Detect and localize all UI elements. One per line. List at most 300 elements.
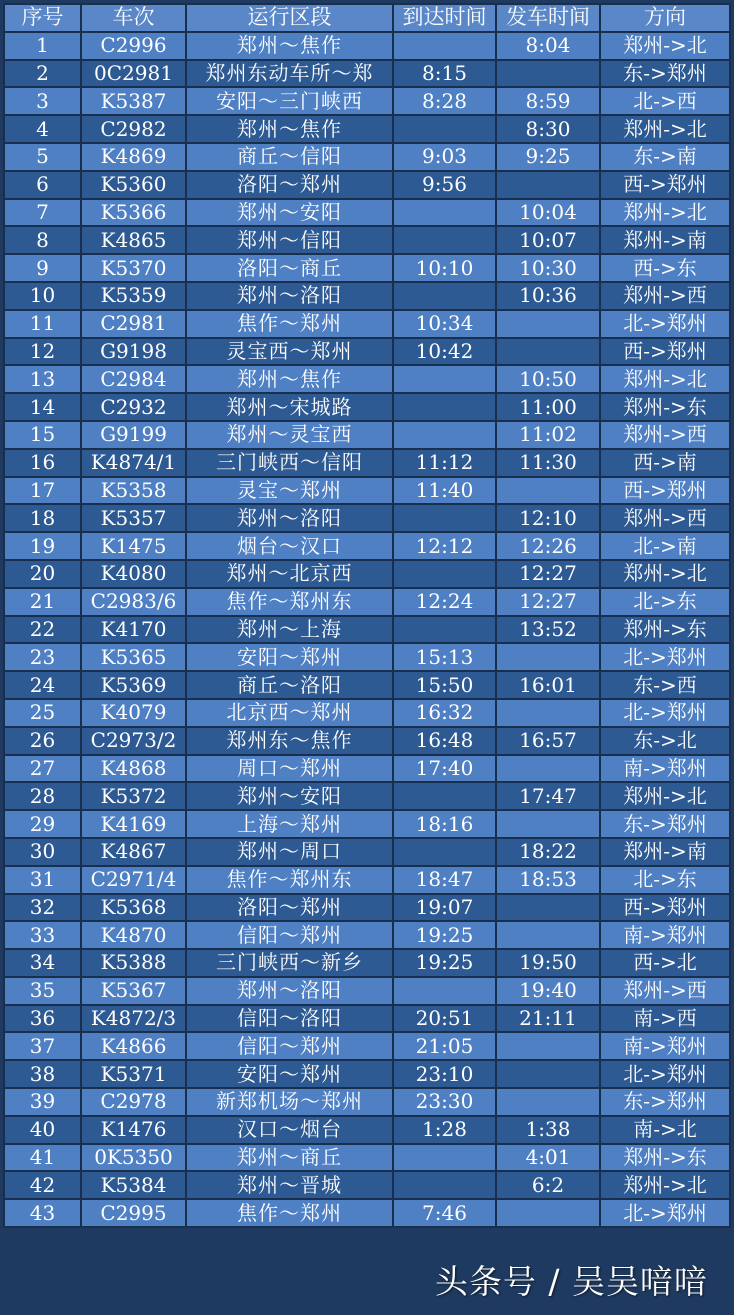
departure-time	[496, 1088, 600, 1116]
train-number: K4170	[81, 616, 186, 644]
route: 灵宝～郑州	[186, 477, 393, 505]
direction: 北->郑州	[600, 310, 730, 338]
arrival-time: 23:10	[393, 1060, 496, 1088]
train-number: K5358	[81, 477, 186, 505]
direction: 郑州->东	[600, 616, 730, 644]
route: 三门峡西～信阳	[186, 449, 393, 477]
direction: 郑州->南	[600, 838, 730, 866]
departure-time	[496, 1199, 600, 1227]
departure-time	[496, 171, 600, 199]
table-row	[4, 477, 730, 505]
row-index: 4	[4, 115, 81, 143]
direction: 郑州->北	[600, 782, 730, 810]
arrival-time: 8:28	[393, 87, 496, 115]
table-row	[4, 171, 730, 199]
table-row	[4, 254, 730, 282]
row-index: 33	[4, 921, 81, 949]
train-number: C2971/4	[81, 866, 186, 894]
direction: 郑州->西	[600, 421, 730, 449]
direction: 郑州->西	[600, 977, 730, 1005]
route: 周口～郑州	[186, 755, 393, 783]
direction: 郑州->北	[600, 32, 730, 60]
table-row	[4, 504, 730, 532]
train-number: C2981	[81, 310, 186, 338]
table-row	[4, 421, 730, 449]
row-index: 18	[4, 504, 81, 532]
table-row	[4, 1171, 730, 1199]
row-index: 21	[4, 588, 81, 616]
direction: 东->北	[600, 727, 730, 755]
route: 郑州～北京西	[186, 560, 393, 588]
train-number: C2983/6	[81, 588, 186, 616]
row-index: 20	[4, 560, 81, 588]
row-index: 16	[4, 449, 81, 477]
train-number: K5372	[81, 782, 186, 810]
direction: 郑州->东	[600, 1144, 730, 1172]
route: 郑州～洛阳	[186, 504, 393, 532]
train-number: K5359	[81, 282, 186, 310]
row-index: 26	[4, 727, 81, 755]
route: 洛阳～商丘	[186, 254, 393, 282]
row-index: 1	[4, 32, 81, 60]
table-row	[4, 226, 730, 254]
row-index: 23	[4, 643, 81, 671]
direction: 南->郑州	[600, 1032, 730, 1060]
train-number: K4874/1	[81, 449, 186, 477]
departure-time	[496, 338, 600, 366]
departure-time: 4:01	[496, 1144, 600, 1172]
departure-time: 11:02	[496, 421, 600, 449]
arrival-time	[393, 504, 496, 532]
arrival-time: 16:32	[393, 699, 496, 727]
route: 三门峡西～新乡	[186, 949, 393, 977]
train-number: K4079	[81, 699, 186, 727]
departure-time	[496, 477, 600, 505]
departure-time	[496, 1032, 600, 1060]
route: 安阳～郑州	[186, 643, 393, 671]
row-index: 35	[4, 977, 81, 1005]
train-number: K5388	[81, 949, 186, 977]
table-row	[4, 365, 730, 393]
row-index: 12	[4, 338, 81, 366]
direction: 西->北	[600, 949, 730, 977]
watermark: 头条号 / 吴吴喑喑	[434, 1262, 708, 1301]
direction: 北->南	[600, 532, 730, 560]
train-number: C2973/2	[81, 727, 186, 755]
route: 商丘～洛阳	[186, 671, 393, 699]
table-row	[4, 894, 730, 922]
route: 焦作～郑州	[186, 310, 393, 338]
direction: 郑州->北	[600, 115, 730, 143]
arrival-time: 20:51	[393, 1005, 496, 1033]
header-direction: 方向	[600, 4, 730, 32]
departure-time: 12:27	[496, 588, 600, 616]
table-row	[4, 338, 730, 366]
table-row	[4, 1032, 730, 1060]
departure-time: 8:04	[496, 32, 600, 60]
train-number: K4866	[81, 1032, 186, 1060]
row-index: 42	[4, 1171, 81, 1199]
table-row	[4, 810, 730, 838]
table-row	[4, 449, 730, 477]
route: 新郑机场～郑州	[186, 1088, 393, 1116]
departure-time: 18:22	[496, 838, 600, 866]
route: 郑州～洛阳	[186, 977, 393, 1005]
train-number: C2978	[81, 1088, 186, 1116]
arrival-time: 7:46	[393, 1199, 496, 1227]
row-index: 6	[4, 171, 81, 199]
direction: 南->郑州	[600, 921, 730, 949]
departure-time: 12:10	[496, 504, 600, 532]
train-number: K5387	[81, 87, 186, 115]
row-index: 3	[4, 87, 81, 115]
arrival-time: 9:56	[393, 171, 496, 199]
row-index: 28	[4, 782, 81, 810]
table-row	[4, 282, 730, 310]
train-number: K4080	[81, 560, 186, 588]
direction: 南->郑州	[600, 755, 730, 783]
arrival-time: 17:40	[393, 755, 496, 783]
route: 信阳～洛阳	[186, 1005, 393, 1033]
table-row	[4, 310, 730, 338]
departure-time	[496, 699, 600, 727]
departure-time: 19:50	[496, 949, 600, 977]
row-index: 40	[4, 1116, 81, 1144]
route: 洛阳～郑州	[186, 171, 393, 199]
train-number: C2995	[81, 1199, 186, 1227]
header-row	[4, 4, 730, 32]
arrival-time: 11:40	[393, 477, 496, 505]
route: 烟台～汉口	[186, 532, 393, 560]
table-row	[4, 977, 730, 1005]
table-row	[4, 921, 730, 949]
row-index: 32	[4, 894, 81, 922]
direction: 郑州->北	[600, 560, 730, 588]
direction: 北->西	[600, 87, 730, 115]
row-index: 10	[4, 282, 81, 310]
arrival-time	[393, 226, 496, 254]
arrival-time: 19:25	[393, 921, 496, 949]
table-row	[4, 32, 730, 60]
arrival-time: 8:15	[393, 60, 496, 88]
arrival-time: 10:34	[393, 310, 496, 338]
arrival-time	[393, 1171, 496, 1199]
direction: 郑州->北	[600, 199, 730, 227]
route: 郑州东动车所～郑	[186, 60, 393, 88]
arrival-time	[393, 282, 496, 310]
arrival-time	[393, 782, 496, 810]
direction: 东->西	[600, 671, 730, 699]
arrival-time	[393, 393, 496, 421]
departure-time: 10:50	[496, 365, 600, 393]
route: 郑州～安阳	[186, 782, 393, 810]
route: 郑州东～焦作	[186, 727, 393, 755]
row-index: 19	[4, 532, 81, 560]
route: 郑州～商丘	[186, 1144, 393, 1172]
train-number: C2996	[81, 32, 186, 60]
direction: 南->西	[600, 1005, 730, 1033]
direction: 南->北	[600, 1116, 730, 1144]
arrival-time: 9:03	[393, 143, 496, 171]
arrival-time: 18:16	[393, 810, 496, 838]
arrival-time	[393, 32, 496, 60]
departure-time: 11:00	[496, 393, 600, 421]
route: 焦作～郑州东	[186, 588, 393, 616]
row-index: 37	[4, 1032, 81, 1060]
row-index: 17	[4, 477, 81, 505]
departure-time: 13:52	[496, 616, 600, 644]
departure-time	[496, 643, 600, 671]
route: 焦作～郑州东	[186, 866, 393, 894]
row-index: 9	[4, 254, 81, 282]
arrival-time: 12:12	[393, 532, 496, 560]
table-row	[4, 588, 730, 616]
train-schedule-table	[3, 3, 731, 1228]
train-number: K4867	[81, 838, 186, 866]
arrival-time	[393, 977, 496, 1005]
arrival-time: 23:30	[393, 1088, 496, 1116]
direction: 东->郑州	[600, 60, 730, 88]
route: 郑州～焦作	[186, 365, 393, 393]
departure-time: 11:30	[496, 449, 600, 477]
route: 焦作～郑州	[186, 1199, 393, 1227]
row-index: 11	[4, 310, 81, 338]
route: 郑州～宋城路	[186, 393, 393, 421]
departure-time: 17:47	[496, 782, 600, 810]
train-number: K5365	[81, 643, 186, 671]
departure-time	[496, 60, 600, 88]
direction: 郑州->东	[600, 393, 730, 421]
train-number: K1475	[81, 532, 186, 560]
arrival-time	[393, 1144, 496, 1172]
departure-time	[496, 1060, 600, 1088]
train-number: K1476	[81, 1116, 186, 1144]
arrival-time: 11:12	[393, 449, 496, 477]
route: 郑州～焦作	[186, 115, 393, 143]
row-index: 38	[4, 1060, 81, 1088]
direction: 北->东	[600, 866, 730, 894]
table-row	[4, 755, 730, 783]
arrival-time: 18:47	[393, 866, 496, 894]
table-row	[4, 199, 730, 227]
route: 信阳～郑州	[186, 1032, 393, 1060]
header-departure-time: 发车时间	[496, 4, 600, 32]
row-index: 34	[4, 949, 81, 977]
header-arrival-time: 到达时间	[393, 4, 496, 32]
arrival-time: 10:10	[393, 254, 496, 282]
row-index: 43	[4, 1199, 81, 1227]
table-row	[4, 532, 730, 560]
table-row	[4, 1199, 730, 1227]
train-number: K5357	[81, 504, 186, 532]
arrival-time: 21:05	[393, 1032, 496, 1060]
route: 郑州～洛阳	[186, 282, 393, 310]
row-index: 27	[4, 755, 81, 783]
route: 信阳～郑州	[186, 921, 393, 949]
direction: 北->郑州	[600, 1199, 730, 1227]
direction: 郑州->北	[600, 365, 730, 393]
departure-time	[496, 755, 600, 783]
departure-time	[496, 810, 600, 838]
train-number: C2932	[81, 393, 186, 421]
route: 郑州～安阳	[186, 199, 393, 227]
table-row	[4, 1060, 730, 1088]
table-row	[4, 1144, 730, 1172]
arrival-time: 15:13	[393, 643, 496, 671]
row-index: 22	[4, 616, 81, 644]
departure-time: 10:07	[496, 226, 600, 254]
departure-time: 19:40	[496, 977, 600, 1005]
train-number: K5366	[81, 199, 186, 227]
direction: 西->郑州	[600, 338, 730, 366]
row-index: 13	[4, 365, 81, 393]
route: 商丘～信阳	[186, 143, 393, 171]
table-row	[4, 560, 730, 588]
table-row	[4, 115, 730, 143]
table-row	[4, 1088, 730, 1116]
schedule-body	[4, 32, 730, 1227]
direction: 西->郑州	[600, 171, 730, 199]
table-row	[4, 616, 730, 644]
route: 安阳～三门峡西	[186, 87, 393, 115]
arrival-time	[393, 365, 496, 393]
arrival-time	[393, 115, 496, 143]
train-number: K4869	[81, 143, 186, 171]
direction: 北->东	[600, 588, 730, 616]
direction: 郑州->北	[600, 1171, 730, 1199]
header-index: 序号	[4, 4, 81, 32]
direction: 东->郑州	[600, 1088, 730, 1116]
arrival-time	[393, 838, 496, 866]
table-row	[4, 727, 730, 755]
train-number: K5367	[81, 977, 186, 1005]
departure-time: 12:26	[496, 532, 600, 560]
departure-time: 8:59	[496, 87, 600, 115]
row-index: 31	[4, 866, 81, 894]
route: 汉口～烟台	[186, 1116, 393, 1144]
row-index: 25	[4, 699, 81, 727]
arrival-time	[393, 560, 496, 588]
departure-time	[496, 894, 600, 922]
route: 郑州～上海	[186, 616, 393, 644]
route: 郑州～灵宝西	[186, 421, 393, 449]
table-row	[4, 699, 730, 727]
row-index: 15	[4, 421, 81, 449]
route: 郑州～焦作	[186, 32, 393, 60]
train-number: K5368	[81, 894, 186, 922]
route: 郑州～周口	[186, 838, 393, 866]
train-number: K5384	[81, 1171, 186, 1199]
table-row	[4, 393, 730, 421]
table-row	[4, 671, 730, 699]
row-index: 8	[4, 226, 81, 254]
train-number: K4169	[81, 810, 186, 838]
departure-time: 12:27	[496, 560, 600, 588]
train-number: K4872/3	[81, 1005, 186, 1033]
header-train-number: 车次	[81, 4, 186, 32]
row-index: 41	[4, 1144, 81, 1172]
direction: 郑州->西	[600, 504, 730, 532]
arrival-time: 19:07	[393, 894, 496, 922]
arrival-time: 1:28	[393, 1116, 496, 1144]
direction: 东->南	[600, 143, 730, 171]
route: 洛阳～郑州	[186, 894, 393, 922]
departure-time: 18:53	[496, 866, 600, 894]
train-number: 0K5350	[81, 1144, 186, 1172]
table-row	[4, 60, 730, 88]
table-row	[4, 866, 730, 894]
arrival-time: 10:42	[393, 338, 496, 366]
train-number: K4865	[81, 226, 186, 254]
train-number: K5370	[81, 254, 186, 282]
train-number: K4870	[81, 921, 186, 949]
direction: 西->东	[600, 254, 730, 282]
arrival-time: 16:48	[393, 727, 496, 755]
departure-time: 16:01	[496, 671, 600, 699]
departure-time: 6:2	[496, 1171, 600, 1199]
departure-time	[496, 310, 600, 338]
arrival-time	[393, 616, 496, 644]
direction: 北->郑州	[600, 1060, 730, 1088]
direction: 郑州->南	[600, 226, 730, 254]
row-index: 5	[4, 143, 81, 171]
departure-time: 9:25	[496, 143, 600, 171]
route: 灵宝西～郑州	[186, 338, 393, 366]
row-index: 29	[4, 810, 81, 838]
departure-time: 21:11	[496, 1005, 600, 1033]
table-row	[4, 643, 730, 671]
direction: 西->南	[600, 449, 730, 477]
direction: 西->郑州	[600, 894, 730, 922]
table-row	[4, 1005, 730, 1033]
route: 郑州～晋城	[186, 1171, 393, 1199]
arrival-time: 12:24	[393, 588, 496, 616]
table-row	[4, 1116, 730, 1144]
departure-time: 10:04	[496, 199, 600, 227]
departure-time: 8:30	[496, 115, 600, 143]
train-number: G9199	[81, 421, 186, 449]
route: 上海～郑州	[186, 810, 393, 838]
departure-time: 16:57	[496, 727, 600, 755]
table-row	[4, 87, 730, 115]
route: 郑州～信阳	[186, 226, 393, 254]
table-row	[4, 838, 730, 866]
row-index: 14	[4, 393, 81, 421]
row-index: 30	[4, 838, 81, 866]
train-number: 0C2981	[81, 60, 186, 88]
direction: 郑州->西	[600, 282, 730, 310]
departure-time: 10:36	[496, 282, 600, 310]
train-number: G9198	[81, 338, 186, 366]
route: 安阳～郑州	[186, 1060, 393, 1088]
table-row	[4, 949, 730, 977]
arrival-time	[393, 421, 496, 449]
route: 北京西～郑州	[186, 699, 393, 727]
row-index: 2	[4, 60, 81, 88]
row-index: 24	[4, 671, 81, 699]
arrival-time: 19:25	[393, 949, 496, 977]
table-row	[4, 143, 730, 171]
direction: 北->郑州	[600, 643, 730, 671]
table-row	[4, 782, 730, 810]
header-route: 运行区段	[186, 4, 393, 32]
direction: 西->郑州	[600, 477, 730, 505]
direction: 北->郑州	[600, 699, 730, 727]
train-number: K5371	[81, 1060, 186, 1088]
arrival-time: 15:50	[393, 671, 496, 699]
departure-time: 1:38	[496, 1116, 600, 1144]
arrival-time	[393, 199, 496, 227]
